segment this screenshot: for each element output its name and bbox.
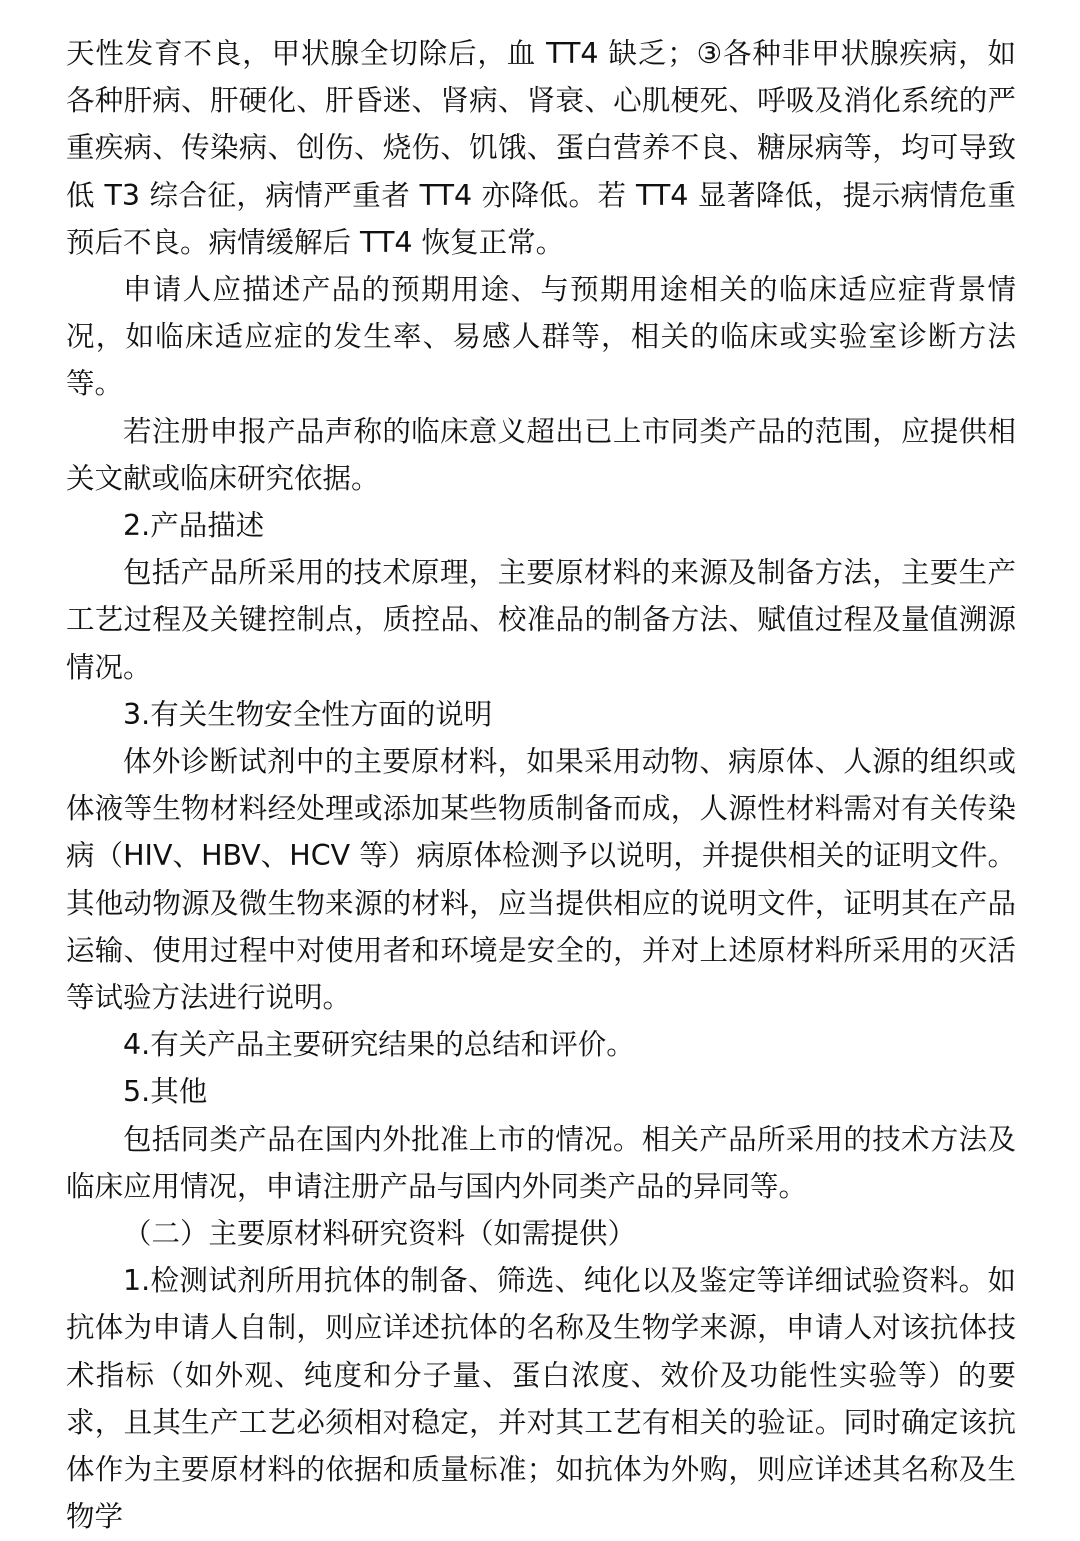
paragraph-biosafety: 体外诊断试剂中的主要原材料，如果采用动物、病原体、人源的组织或体液等生物材料经处理或添加某些物质制备而成，人源性材料需对有关传染病（HIV、HBV、HCV 等）病原体检测予以说明，并提供相关的证明文件。其他动物源及微生物来源的材料，应当提供相应的说明文件，证明其在产品运输、使用过程中对使用者和环境是安全的，并对上述原材料所采用的灭活等试验方法进行说明。 [66,745,1016,1015]
paragraph-intended-use: 申请人应描述产品的预期用途、与预期用途相关的临床适应症背景情况，如临床适应症的发生率、易感人群等，相关的临床或实验室诊断方法等。 [66,273,1016,401]
paragraph-clinical-significance: 若注册申报产品声称的临床意义超出已上市同类产品的范围，应提供相关文献或临床研究依据。 [66,414,1016,495]
paragraph-continued: 天性发育不良，甲状腺全切除后，血 TT4 缺乏；③各种非甲状腺疾病，如各种肝病、肝硬化、肝昏迷、肾病、肾衰、心肌梗死、呼吸及消化系统的严重疾病、传染病、创伤、烧伤、饥饿、蛋白营养不良、糖尿病等，均可导致低 T3 综合征，病情严重者 TT4 亦降低。若 TT4 显著降低，提示病情危重预后不良。病情缓解后 TT4 恢复正常。 [66,37,1016,259]
heading-raw-materials: （二）主要原材料研究资料（如需提供） [123,1217,637,1251]
heading-research-summary: 4.有关产品主要研究结果的总结和评价。 [123,1028,635,1062]
heading-product-description: 2.产品描述 [123,509,265,543]
heading-other: 5.其他 [123,1075,208,1109]
paragraph-other: 包括同类产品在国内外批准上市的情况。相关产品所采用的技术方法及临床应用情况，申请注册产品与国内外同类产品的异同等。 [66,1122,1016,1203]
heading-biosafety: 3.有关生物安全性方面的说明 [123,697,493,731]
paragraph-antibody: 1.检测试剂所用抗体的制备、筛选、纯化以及鉴定等详细试验资料。如抗体为申请人自制，则应详述抗体的名称及生物学来源，申请人对该抗体技术指标（如外观、纯度和分子量、蛋白浓度、效价及功能性实验等）的要求，且其生产工艺必须相对稳定，并对其工艺有相关的验证。同时确定该抗体作为主要原材料的依据和质量标准；如抗体为外购，则应详述其名称及生物学 [66,1264,1016,1534]
document-body [66,30,1016,1541]
paragraph-product-description: 包括产品所采用的技术原理，主要原材料的来源及制备方法，主要生产工艺过程及关键控制点，质控品、校准品的制备方法、赋值过程及量值溯源情况。 [66,556,1016,684]
